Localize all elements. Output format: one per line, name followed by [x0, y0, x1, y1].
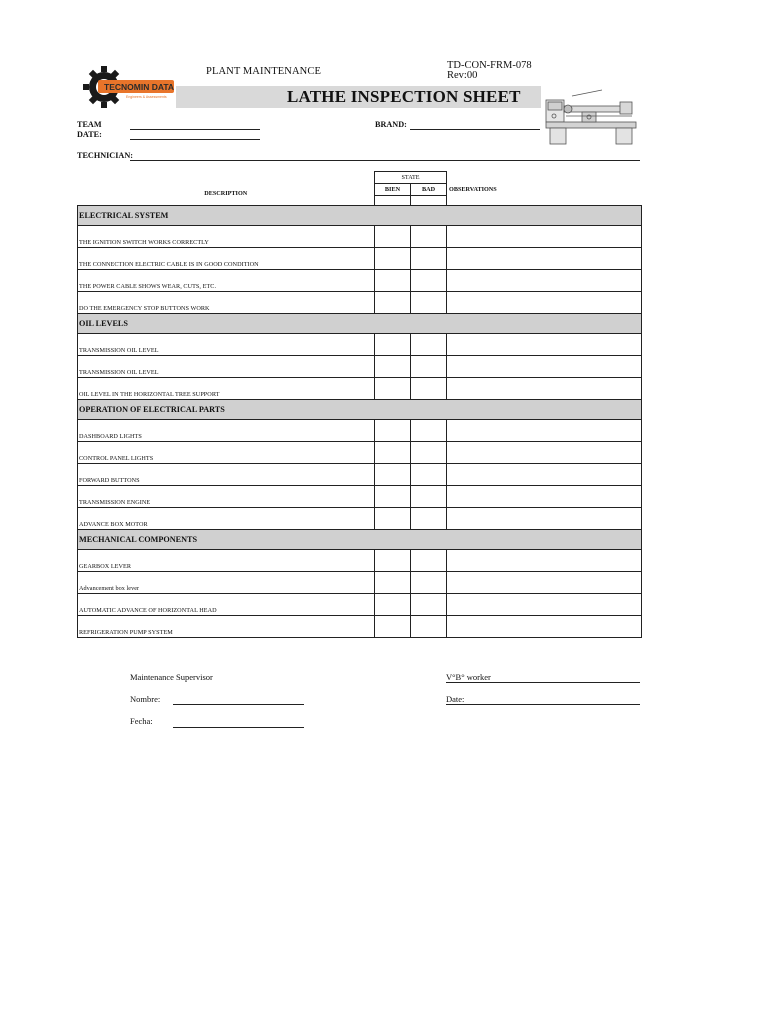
technician-field[interactable]: [130, 160, 640, 161]
bad-checkbox-cell[interactable]: [411, 270, 447, 292]
observations-cell[interactable]: [447, 442, 642, 464]
team-label: TEAM: [77, 120, 102, 129]
item-description: DO THE EMERGENCY STOP BUTTONS WORK: [78, 292, 375, 314]
date-label: DATE:: [77, 130, 102, 139]
bad-checkbox-cell[interactable]: [411, 226, 447, 248]
company-logo: [82, 63, 176, 111]
table-row: [78, 420, 642, 442]
date-field[interactable]: [130, 139, 260, 140]
section-header: [78, 530, 642, 550]
good-checkbox-cell[interactable]: [375, 334, 411, 356]
bad-checkbox-cell[interactable]: [411, 442, 447, 464]
table-row: [78, 550, 642, 572]
revision-value: Rev:00: [447, 70, 478, 81]
item-description: DASHBOARD LIGHTS: [78, 420, 375, 442]
inspection-table: [77, 171, 641, 638]
observations-cell[interactable]: [447, 464, 642, 486]
svg-text:TECNOMIN DATA: TECNOMIN DATA: [104, 82, 175, 92]
good-checkbox-cell[interactable]: [375, 464, 411, 486]
item-description: THE POWER CABLE SHOWS WEAR, CUTS, ETC.: [78, 270, 375, 292]
observations-cell[interactable]: [447, 594, 642, 616]
fecha-field[interactable]: [173, 727, 304, 728]
table-row: [78, 442, 642, 464]
good-checkbox-cell[interactable]: [375, 270, 411, 292]
item-description: OIL LEVEL IN THE HORIZONTAL TREE SUPPORT: [78, 378, 375, 400]
section-title: MECHANICAL COMPONENTS: [78, 530, 642, 550]
good-checkbox-cell[interactable]: [375, 486, 411, 508]
bad-checkbox-cell[interactable]: [411, 356, 447, 378]
section-header: [78, 206, 642, 226]
fecha-label: Fecha:: [130, 716, 153, 726]
observations-cell[interactable]: [447, 356, 642, 378]
lathe-illustration: [542, 86, 642, 148]
description-header: DESCRIPTION: [204, 189, 248, 197]
observations-header: OBSERVATIONS: [449, 186, 497, 193]
worker-label: V°B° worker: [446, 672, 491, 682]
name-field[interactable]: [173, 704, 304, 705]
item-description: ADVANCE BOX MOTOR: [78, 508, 375, 530]
table-row: [78, 270, 642, 292]
section-header: [78, 400, 642, 420]
item-description: THE IGNITION SWITCH WORKS CORRECTLY: [78, 226, 375, 248]
good-checkbox-cell[interactable]: [375, 572, 411, 594]
observations-cell[interactable]: [447, 508, 642, 530]
technician-label: TECHNICIAN:: [77, 151, 133, 160]
table-row: [78, 572, 642, 594]
good-header: BIEN: [375, 184, 411, 196]
table-row: [78, 356, 642, 378]
good-checkbox-cell[interactable]: [375, 616, 411, 638]
bad-checkbox-cell[interactable]: [411, 248, 447, 270]
item-description: REFRIGERATION PUMP SYSTEM: [78, 616, 375, 638]
brand-field[interactable]: [410, 129, 540, 130]
bad-checkbox-cell[interactable]: [411, 486, 447, 508]
good-checkbox-cell[interactable]: [375, 508, 411, 530]
table-row: [78, 292, 642, 314]
section-title: OIL LEVELS: [78, 314, 642, 334]
bad-checkbox-cell[interactable]: [411, 420, 447, 442]
brand-label: BRAND:: [375, 120, 407, 129]
good-checkbox-cell[interactable]: [375, 226, 411, 248]
observations-cell[interactable]: [447, 226, 642, 248]
good-checkbox-cell[interactable]: [375, 420, 411, 442]
table-row: [78, 616, 642, 638]
item-description: TRANSMISSION ENGINE: [78, 486, 375, 508]
bad-checkbox-cell[interactable]: [411, 572, 447, 594]
table-row: [78, 378, 642, 400]
observations-cell[interactable]: [447, 292, 642, 314]
item-description: GEARBOX LEVER: [78, 550, 375, 572]
good-checkbox-cell[interactable]: [375, 248, 411, 270]
doc-code: [447, 61, 532, 81]
worker-date-field[interactable]: [446, 704, 640, 705]
good-checkbox-cell[interactable]: [375, 378, 411, 400]
department-label: PLANT MAINTENANCE: [206, 66, 321, 77]
table-row: [78, 334, 642, 356]
bad-checkbox-cell[interactable]: [411, 616, 447, 638]
table-row: [78, 226, 642, 248]
doc-code-value: TD-CON-FRM-078: [447, 60, 532, 71]
section-title: OPERATION OF ELECTRICAL PARTS: [78, 400, 642, 420]
supervisor-label: Maintenance Supervisor: [130, 672, 213, 682]
observations-cell[interactable]: [447, 270, 642, 292]
good-checkbox-cell[interactable]: [375, 550, 411, 572]
bad-checkbox-cell[interactable]: [411, 508, 447, 530]
table-row: [78, 486, 642, 508]
item-description: Advancement box lever: [78, 572, 375, 594]
observations-cell[interactable]: [447, 420, 642, 442]
observations-cell[interactable]: [447, 572, 642, 594]
bad-checkbox-cell[interactable]: [411, 594, 447, 616]
table-row: [78, 508, 642, 530]
good-checkbox-cell[interactable]: [375, 442, 411, 464]
bad-checkbox-cell[interactable]: [411, 292, 447, 314]
item-description: THE CONNECTION ELECTRIC CABLE IS IN GOOD CONDITION: [78, 248, 375, 270]
name-label: Nombre:: [130, 694, 161, 704]
section-title: ELECTRICAL SYSTEM: [78, 206, 642, 226]
good-checkbox-cell[interactable]: [375, 594, 411, 616]
worker-signature-line[interactable]: [446, 682, 640, 683]
observations-cell[interactable]: [447, 248, 642, 270]
item-description: TRANSMISSION OIL LEVEL: [78, 356, 375, 378]
bad-checkbox-cell[interactable]: [411, 550, 447, 572]
bad-checkbox-cell[interactable]: [411, 378, 447, 400]
good-checkbox-cell[interactable]: [375, 292, 411, 314]
table-row: [78, 464, 642, 486]
item-description: CONTROL PANEL LIGHTS: [78, 442, 375, 464]
item-description: TRANSMISSION OIL LEVEL: [78, 334, 375, 356]
observations-cell[interactable]: [447, 616, 642, 638]
bad-checkbox-cell[interactable]: [411, 334, 447, 356]
worker-date-label: Date:: [446, 694, 465, 704]
section-header: [78, 314, 642, 334]
item-description: AUTOMATIC ADVANCE OF HORIZONTAL HEAD: [78, 594, 375, 616]
bad-checkbox-cell[interactable]: [411, 464, 447, 486]
table-row: [78, 594, 642, 616]
observations-cell[interactable]: [447, 334, 642, 356]
good-checkbox-cell[interactable]: [375, 356, 411, 378]
observations-cell[interactable]: [447, 486, 642, 508]
svg-text:Engineers & Assessments: Engineers & Assessments: [126, 95, 167, 99]
state-header: STATE: [375, 172, 447, 184]
table-row: [78, 248, 642, 270]
bad-header: BAD: [411, 184, 447, 196]
observations-cell[interactable]: [447, 378, 642, 400]
team-field[interactable]: [130, 129, 260, 130]
item-description: FORWARD BUTTONS: [78, 464, 375, 486]
page-title: LATHE INSPECTION SHEET: [287, 87, 521, 106]
observations-cell[interactable]: [447, 550, 642, 572]
